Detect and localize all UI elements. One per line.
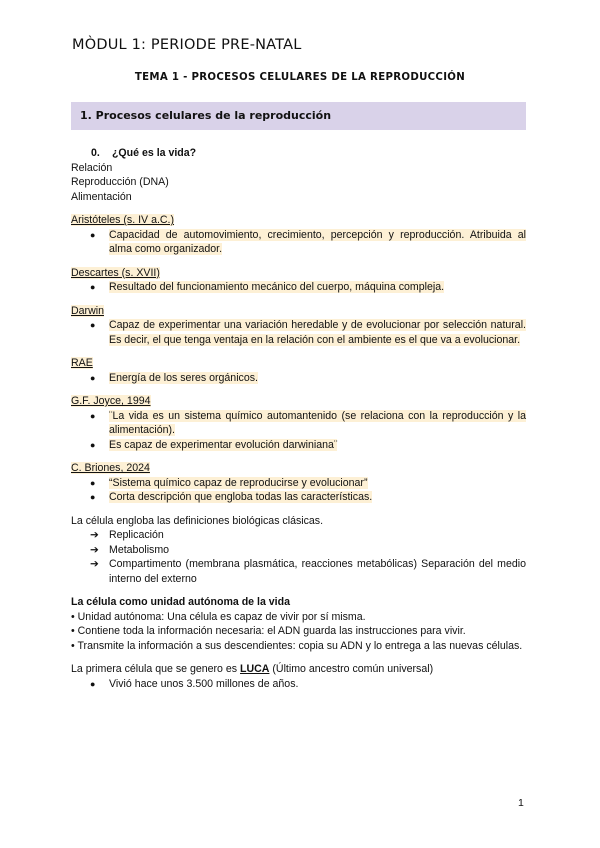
definition-bullet: ● Resultado del funcionamiento mecánico del cuerpo, máquina compleja. <box>90 281 445 293</box>
q0-item: Reproducción (DNA) <box>71 176 169 188</box>
cell-definition-item: ➔ Compartimento (membrana plasmática, reacciones metabólicas) Separación del medio interno del externo <box>90 558 526 585</box>
q0-item: Alimentación <box>71 190 132 203</box>
autonomous-line: • Transmite la información a sus descendientes: copia su ADN y lo entrega a las nuevas células. <box>71 639 523 652</box>
definition-bullet: ● “Sistema químico capaz de reproducirse y evolucionar” <box>90 476 368 489</box>
definition-bullets <box>71 409 526 453</box>
luca-bullets <box>71 677 526 692</box>
definition-bullets <box>71 371 526 386</box>
bullet-dot-icon: ● <box>90 477 96 488</box>
arrow-right-icon: ➔ <box>90 558 99 570</box>
autonomous-line: • Unidad autónoma: Una célula es capaz de vivir por sí misma. <box>71 610 366 623</box>
cell-definition-list <box>71 528 526 586</box>
bullet-dot-icon: ● <box>90 320 96 330</box>
luca-bullet: ● Vivió hace unos 3.500 millones de años. <box>90 677 299 690</box>
section-heading-bar <box>71 102 526 130</box>
luca-term: LUCA <box>240 663 270 675</box>
cell-definition-item: ➔ Replicación <box>90 529 164 541</box>
definition-source: Descartes (s. XVII) <box>71 266 160 279</box>
bullet-dot-icon: ● <box>90 678 96 689</box>
luca-sentence: La primera célula que se genero es LUCA (Último ancestro común universal) <box>71 663 434 675</box>
bullet-dot-icon: ● <box>90 439 96 450</box>
definition-bullet: ● Capaz de experimentar una variación heredable y de evolucionar por selección natural. Es decir, el que tenga ventaja en la relación con el ambiente es el que va a evolucionar. <box>90 319 526 346</box>
definition-source: Aristóteles (s. IV a.C.) <box>71 214 175 226</box>
q0-item: Relación <box>71 161 113 174</box>
arrow-right-icon: ➔ <box>90 529 99 541</box>
autonomous-heading: La célula como unidad autónoma de la vida <box>71 596 290 608</box>
definition-bullets <box>71 280 526 295</box>
definition-bullets <box>71 228 526 257</box>
bullet-dot-icon: ● <box>90 229 96 240</box>
section-title: 1. Procesos celulares de la reproducción <box>80 109 332 122</box>
content-body <box>71 146 526 691</box>
bullet-dot-icon: ● <box>90 410 96 421</box>
arrow-right-icon: ➔ <box>90 543 99 556</box>
page-number: 1 <box>518 797 524 809</box>
bullet-dot-icon: ● <box>90 282 96 292</box>
definition-bullet: ● Energía de los seres orgánicos. <box>90 371 258 384</box>
tema-title: TEMA 1 - PROCESOS CELULARES DE LA REPRODUCCIÓN <box>134 72 466 83</box>
definition-source: G.F. Joyce, 1994 <box>71 395 151 407</box>
definition-bullet: ● ¨La vida es un sistema químico automantenido (se relaciona con la reproducción y la alimentación). <box>90 409 526 436</box>
question-text: ¿Qué es la vida? <box>111 147 197 159</box>
definition-source: C. Briones, 2024 <box>71 462 150 474</box>
cell-intro: La célula engloba las definiciones biológicas clásicas. <box>71 514 324 527</box>
definition-bullets <box>71 318 526 347</box>
cell-definition-item: ➔ Metabolismo <box>90 543 170 556</box>
definition-bullet: ● Capacidad de automovimiento, crecimiento, percepción y reproducción. Atribuida al alma como organizador. <box>90 228 526 255</box>
definition-source: RAE <box>71 357 93 369</box>
definition-source: Darwin <box>71 304 104 317</box>
definition-bullet: ● Corta descripción que engloba todas las características. <box>90 491 373 503</box>
definition-bullets <box>71 476 526 505</box>
bullet-dot-icon: ● <box>90 492 96 502</box>
definition-bullet: ● Es capaz de experimentar evolución darwiniana¨ <box>90 438 338 451</box>
question-heading <box>71 146 526 161</box>
autonomous-line: • Contiene toda la información necesaria: el ADN guarda las instrucciones para vivir. <box>71 625 466 637</box>
question-number: 0. <box>91 147 100 159</box>
bullet-dot-icon: ● <box>90 372 96 383</box>
modul-title: MÒDUL 1: PERIODE PRE-NATAL <box>72 37 302 53</box>
